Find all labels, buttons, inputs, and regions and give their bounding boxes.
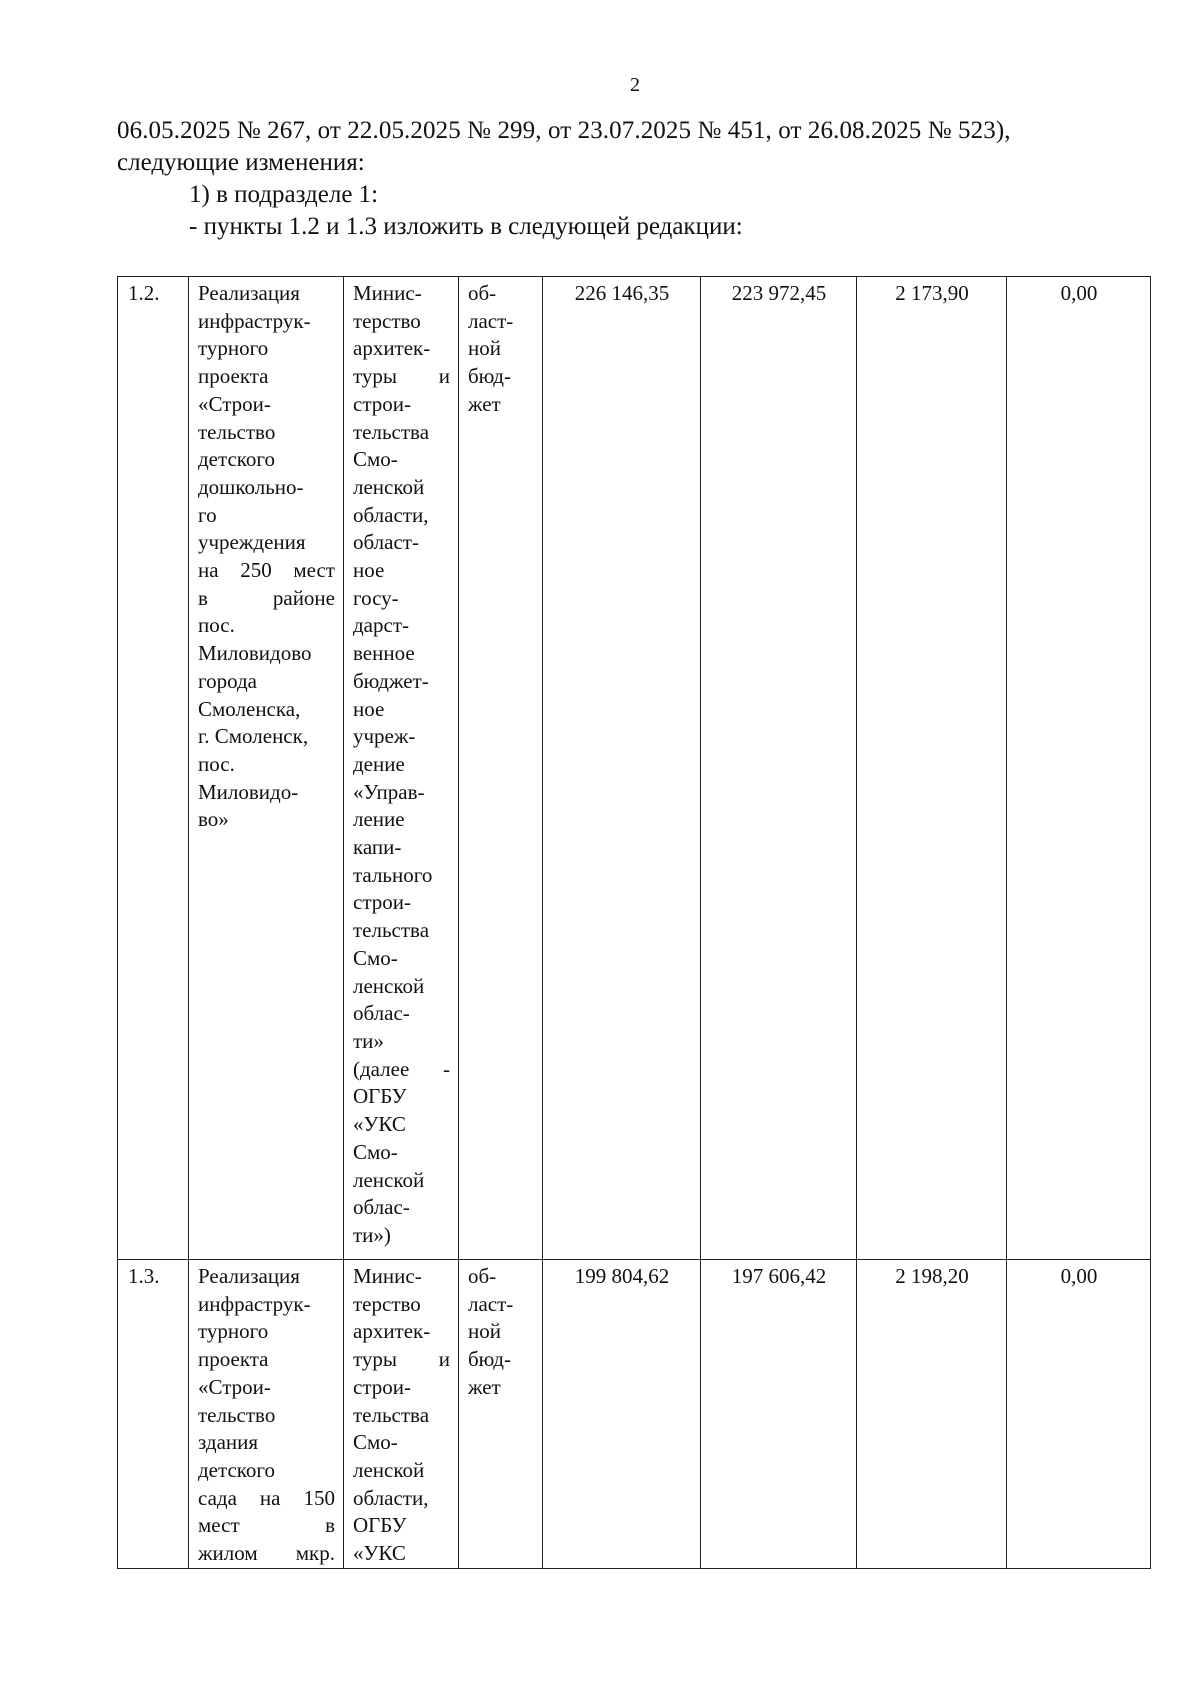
cell-line: Смоленска,	[198, 696, 301, 721]
intro-line-4: - пункты 1.2 и 1.3 изложить в следующей редакции:	[189, 213, 743, 240]
cell-line: проекта	[198, 1347, 269, 1372]
cell-line: туры и	[353, 1347, 450, 1372]
cell-line: «Строи-	[198, 1374, 271, 1399]
cell-line: ное	[353, 558, 385, 583]
amount-year-1: 223 972,45	[701, 277, 857, 1260]
intro-text	[117, 115, 1167, 243]
cell-line: «УКС	[353, 1112, 406, 1137]
cell-line: жет	[468, 1374, 501, 1399]
cell-line: детского	[198, 1457, 275, 1482]
cell-line: бюджет-	[353, 668, 429, 693]
cell-line: го	[198, 502, 217, 527]
cell-line: «Управ-	[353, 779, 425, 804]
cell-line: проекта	[198, 364, 269, 389]
cell-line: тельства	[353, 1402, 430, 1427]
cell-line: инфраструк-	[198, 308, 311, 333]
cell-line: (далее -	[353, 1056, 450, 1081]
project-name-cell	[189, 1260, 344, 1569]
cell-line: пос.	[198, 751, 235, 776]
cell-line: об-	[468, 1264, 497, 1288]
funding-source-cell	[459, 277, 543, 1260]
cell-line: «Строи-	[198, 391, 271, 416]
cell-line: дение	[353, 751, 405, 776]
cell-line: области,	[353, 1485, 429, 1510]
cell-line: Смо-	[353, 1139, 398, 1164]
row-number: 1.3.	[118, 1260, 189, 1569]
cell-line: Смо-	[353, 1430, 398, 1455]
cell-line: Миловидово	[198, 641, 312, 666]
executor-cell	[344, 277, 459, 1260]
cell-line: тельство	[198, 1402, 276, 1427]
cell-line: тельства	[353, 419, 430, 444]
cell-line: ленской	[353, 1457, 425, 1482]
cell-line: Реализация	[198, 281, 300, 305]
cell-line: ной	[468, 1319, 501, 1344]
cell-line: архитек-	[353, 1319, 431, 1344]
cell-line: туры и	[353, 364, 450, 389]
cell-line: тельства	[353, 918, 430, 943]
cell-line: архитек-	[353, 336, 431, 361]
intro-line-2: следующие изменения:	[117, 149, 365, 176]
cell-line: мест в	[198, 1513, 335, 1538]
cell-line: госу-	[353, 585, 399, 610]
cell-line: ленской	[353, 973, 425, 998]
cell-line: сада на 150	[198, 1485, 335, 1510]
amount-year-3: 0,00	[1007, 1260, 1151, 1569]
cell-line: Смо-	[353, 447, 398, 472]
program-table	[117, 276, 1151, 1569]
cell-line: терство	[353, 308, 421, 333]
cell-line: области,	[353, 502, 429, 527]
funding-source-cell	[459, 1260, 543, 1569]
amount-year-2: 2 198,20	[857, 1260, 1007, 1569]
cell-line: жилом мкр.	[198, 1541, 335, 1566]
total-amount: 226 146,35	[543, 277, 701, 1260]
cell-line: Миловидо-	[198, 779, 299, 804]
amount-year-2: 2 173,90	[857, 277, 1007, 1260]
cell-line: ление	[353, 807, 405, 832]
cell-line: во»	[198, 807, 229, 832]
intro-line-1: 06.05.2025 № 267, от 22.05.2025 № 299, от 23.07.2025 № 451, от 26.08.2025 № 523),	[117, 117, 1011, 144]
project-name-cell	[189, 277, 344, 1260]
table-row	[118, 1260, 1151, 1569]
cell-line: Реализация	[198, 1264, 300, 1288]
cell-line: ОГБУ	[353, 1084, 407, 1109]
cell-line: турного	[198, 336, 269, 361]
page-number: 2	[630, 74, 640, 96]
cell-line: детского	[198, 447, 275, 472]
cell-line: тельство	[198, 419, 276, 444]
cell-line: дарст-	[353, 613, 409, 638]
cell-line: учреждения	[198, 530, 306, 555]
cell-line: на 250 мест	[198, 558, 335, 583]
cell-line: Минис-	[353, 281, 422, 305]
cell-line: об-	[468, 281, 497, 305]
cell-line: ленской	[353, 1167, 425, 1192]
cell-line: ласт-	[468, 308, 514, 333]
cell-line: дошкольно-	[198, 474, 304, 499]
cell-line: г. Смоленск,	[198, 724, 309, 749]
cell-line: облас-	[353, 1001, 410, 1026]
cell-line: учреж-	[353, 724, 416, 749]
cell-line: инфраструк-	[198, 1291, 311, 1316]
cell-line: пос.	[198, 613, 235, 638]
cell-line: строи-	[353, 391, 411, 416]
cell-line: турного	[198, 1319, 269, 1344]
cell-line: терство	[353, 1291, 421, 1316]
cell-line: бюд-	[468, 364, 511, 389]
cell-line: «УКС	[353, 1541, 406, 1566]
cell-line: ти»	[353, 1028, 384, 1053]
row-number: 1.2.	[118, 277, 189, 1260]
amount-year-3: 0,00	[1007, 277, 1151, 1260]
cell-line: венное	[353, 641, 415, 666]
intro-line-3: 1) в подразделе 1:	[189, 181, 379, 208]
cell-line: бюд-	[468, 1347, 511, 1372]
cell-line: капи-	[353, 835, 402, 860]
cell-line: строи-	[353, 1374, 411, 1399]
cell-line: ное	[353, 696, 385, 721]
cell-line: ленской	[353, 474, 425, 499]
cell-line: облас-	[353, 1195, 410, 1220]
cell-line: жет	[468, 391, 501, 416]
cell-line: Смо-	[353, 945, 398, 970]
cell-line: в районе	[198, 585, 335, 610]
executor-cell	[344, 1260, 459, 1569]
cell-line: ной	[468, 336, 501, 361]
cell-line: ти»)	[353, 1222, 391, 1247]
total-amount: 199 804,62	[543, 1260, 701, 1569]
cell-line: тального	[353, 862, 433, 887]
cell-line: ласт-	[468, 1291, 514, 1316]
cell-line: строи-	[353, 890, 411, 915]
table-row	[118, 277, 1151, 1260]
cell-line: ОГБУ	[353, 1513, 407, 1538]
cell-line: города	[198, 668, 257, 693]
cell-line: здания	[198, 1430, 259, 1455]
cell-line: област-	[353, 530, 419, 555]
amount-year-1: 197 606,42	[701, 1260, 857, 1569]
cell-line: Минис-	[353, 1264, 422, 1288]
